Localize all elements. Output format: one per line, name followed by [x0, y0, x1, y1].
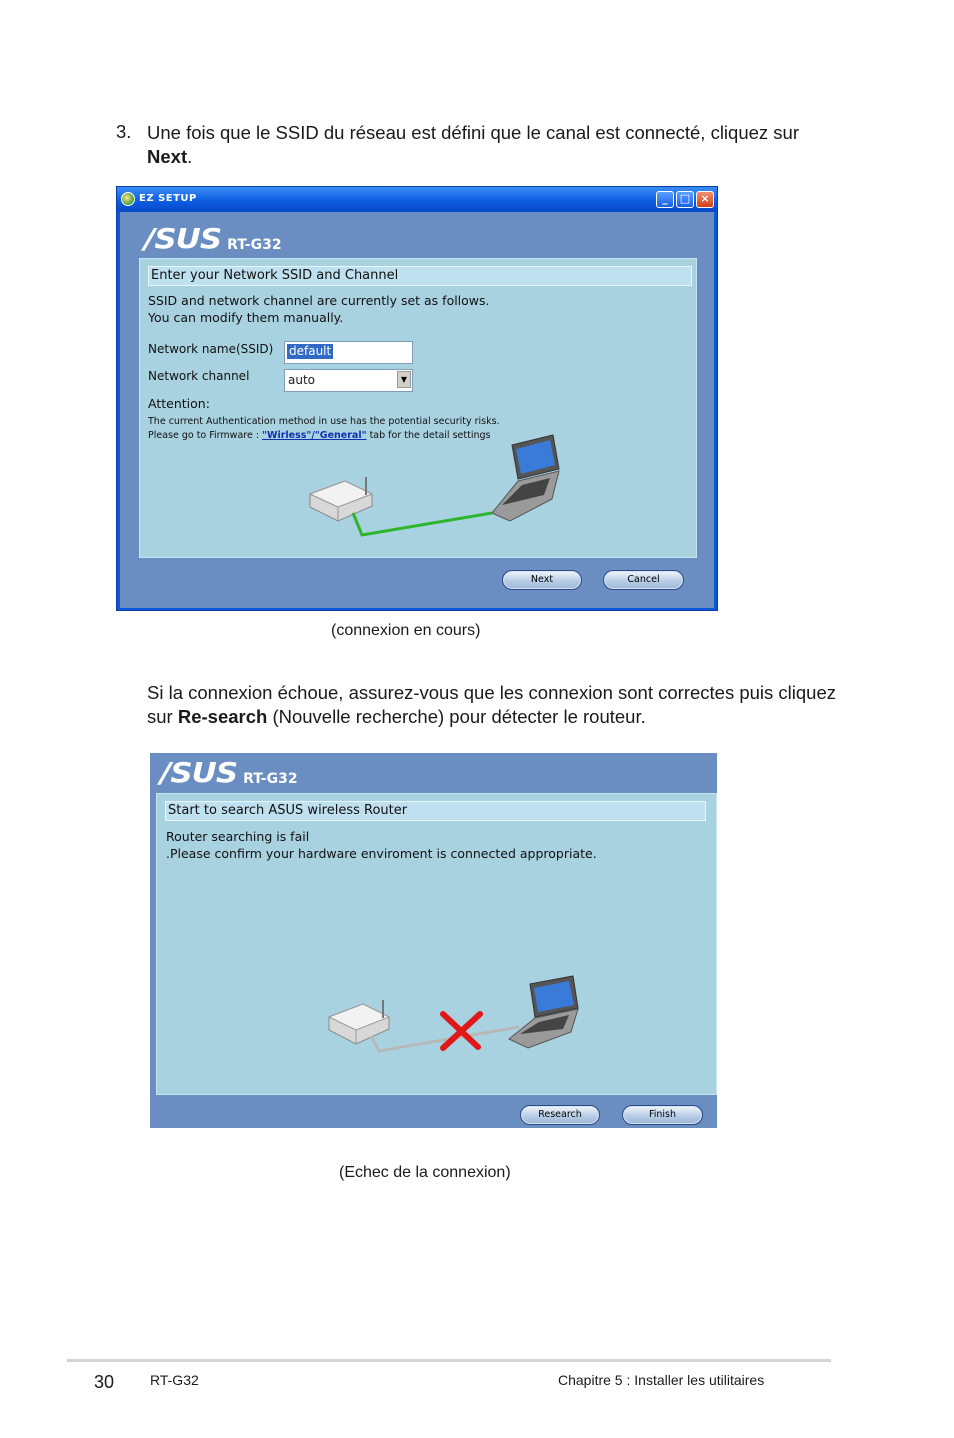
failure-instruction: Si la connexion échoue, assurez-vous que les connexion sont correctes puis cliquez sur Re-search (Nouvelle recherche) pour détecter le routeur.	[147, 682, 837, 727]
failed-connection-illustration	[157, 794, 718, 1096]
title-bar[interactable]	[117, 187, 717, 212]
step-number: 3.	[116, 121, 132, 142]
maximize-button[interactable]: □	[676, 191, 694, 208]
research-keyword: Re-search	[177, 706, 268, 727]
search-fail-line-1: Router searching is fail	[166, 829, 310, 844]
attention-line-1: The current Authentication method in use has the potential security risks.	[148, 416, 500, 427]
close-button[interactable]: ×	[696, 191, 714, 208]
window-client-area	[120, 212, 714, 608]
search-panel	[156, 793, 717, 1095]
research-button[interactable]: Research	[520, 1105, 600, 1125]
router-icon	[329, 1000, 389, 1044]
asus-logo-mark: /SUS	[144, 222, 222, 256]
connection-illustration	[140, 259, 698, 559]
search-fail-line-2: .Please confirm your hardware enviroment is connected appropriate.	[166, 846, 597, 861]
footer-divider	[67, 1359, 831, 1362]
caption-connecting: (connexion en cours)	[331, 622, 481, 639]
attention-label: Attention:	[148, 396, 210, 411]
asus-logo	[160, 755, 298, 791]
laptop-icon	[492, 435, 559, 521]
footer-chapter: Chapitre 5 : Installer les utilitaires	[558, 1372, 765, 1388]
ssid-value: default	[289, 344, 332, 358]
intro-line-2: You can modify them manually.	[148, 310, 344, 325]
finish-button[interactable]: Finish	[622, 1105, 703, 1125]
channel-label: Network channel	[148, 369, 250, 383]
window-title: EZ SETUP	[139, 193, 197, 204]
router-search-window	[150, 753, 717, 1128]
fail-x-icon	[443, 1014, 480, 1048]
ssid-panel	[139, 258, 697, 558]
panel-header: Start to search ASUS wireless Router	[165, 801, 706, 821]
connection-line	[353, 513, 492, 535]
channel-value: auto	[288, 373, 316, 387]
model-name: RT-G32	[243, 771, 298, 787]
attention-line-2: Please go to Firmware : "Wirless"/"General" tab for the detail settings	[148, 430, 491, 441]
panel-header: Enter your Network SSID and Channel	[148, 266, 692, 286]
caption-failed: (Echec de la connexion)	[339, 1164, 511, 1181]
firmware-settings-link[interactable]: "Wirless"/"General"	[262, 430, 367, 441]
asus-logo-mark: /SUS	[160, 756, 238, 790]
model-name: RT-G32	[227, 237, 282, 253]
ssid-label: Network name(SSID)	[148, 342, 274, 356]
asus-logo	[144, 221, 282, 257]
next-keyword: Next	[147, 146, 188, 167]
ez-setup-window	[116, 186, 718, 611]
next-button[interactable]: Next	[502, 570, 582, 590]
app-icon	[121, 192, 135, 206]
intro-line-1: SSID and network channel are currently set as follows.	[148, 293, 490, 308]
page-number: 30	[94, 1372, 115, 1392]
minimize-button[interactable]: _	[656, 191, 674, 208]
step-instruction: Une fois que le SSID du réseau est défini que le canal est connecté, cliquez sur Next.	[147, 122, 799, 167]
router-icon	[310, 477, 372, 521]
footer-model: RT-G32	[150, 1372, 199, 1388]
cancel-button[interactable]: Cancel	[603, 570, 684, 590]
chevron-down-icon[interactable]: ▼	[397, 371, 411, 388]
laptop-icon	[509, 976, 578, 1048]
